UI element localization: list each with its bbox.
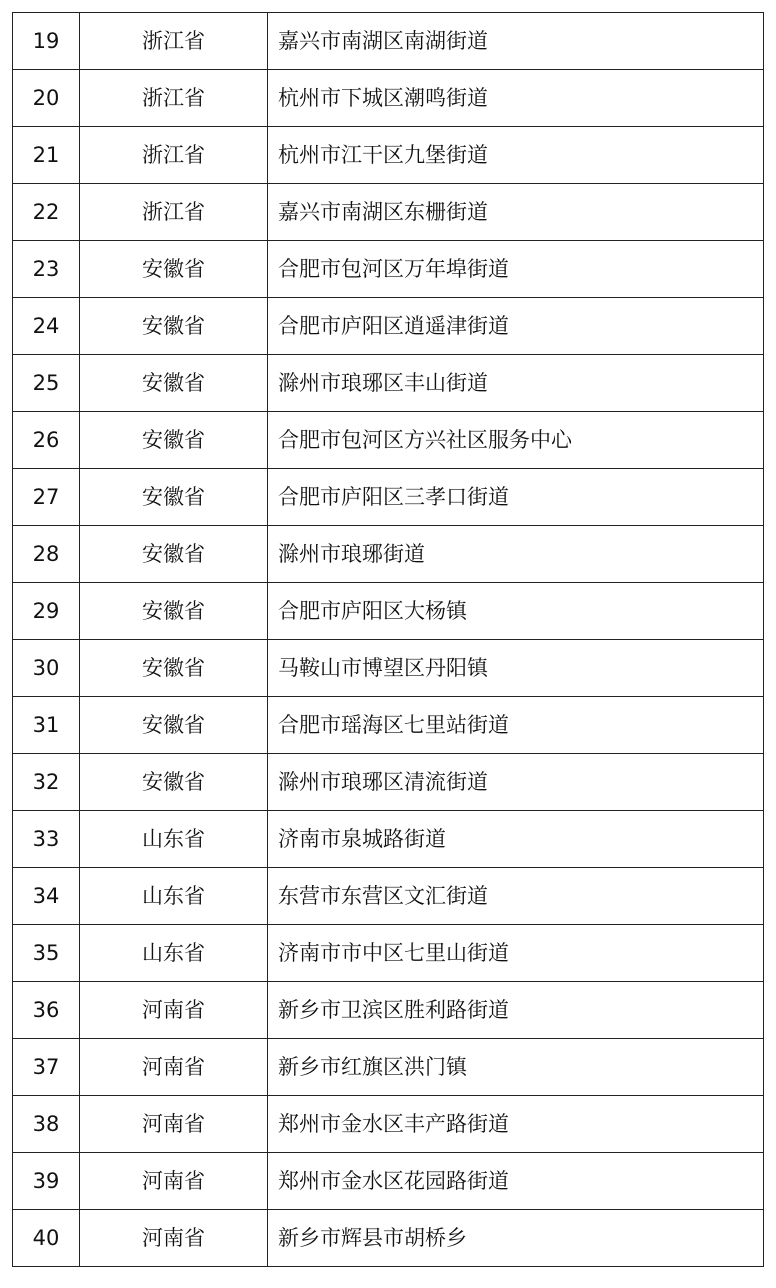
street-cell: 新乡市辉县市胡桥乡 <box>268 1210 764 1267</box>
row-number-cell: 33 <box>13 811 80 868</box>
table-row <box>13 355 764 412</box>
street-cell: 东营市东营区文汇街道 <box>268 868 764 925</box>
province-cell: 安徽省 <box>80 640 268 697</box>
row-number-cell: 29 <box>13 583 80 640</box>
province-cell: 河南省 <box>80 1153 268 1210</box>
table-row <box>13 640 764 697</box>
street-cell: 合肥市庐阳区三孝口街道 <box>268 469 764 526</box>
row-number-cell: 23 <box>13 241 80 298</box>
street-cell: 滁州市琅琊街道 <box>268 526 764 583</box>
table-row <box>13 1153 764 1210</box>
street-cell: 合肥市包河区方兴社区服务中心 <box>268 412 764 469</box>
street-cell: 济南市市中区七里山街道 <box>268 925 764 982</box>
row-number-cell: 32 <box>13 754 80 811</box>
table-row <box>13 1039 764 1096</box>
row-number-cell: 28 <box>13 526 80 583</box>
row-number-cell: 25 <box>13 355 80 412</box>
row-number-cell: 34 <box>13 868 80 925</box>
province-cell: 浙江省 <box>80 184 268 241</box>
street-list-table-container <box>12 12 763 1267</box>
row-number-cell: 39 <box>13 1153 80 1210</box>
street-cell: 杭州市下城区潮鸣街道 <box>268 70 764 127</box>
street-cell: 嘉兴市南湖区南湖街道 <box>268 13 764 70</box>
row-number-cell: 19 <box>13 13 80 70</box>
street-cell: 郑州市金水区丰产路街道 <box>268 1096 764 1153</box>
province-cell: 安徽省 <box>80 583 268 640</box>
table-row <box>13 184 764 241</box>
street-cell: 马鞍山市博望区丹阳镇 <box>268 640 764 697</box>
street-cell: 合肥市包河区万年埠街道 <box>268 241 764 298</box>
province-cell: 安徽省 <box>80 469 268 526</box>
province-cell: 山东省 <box>80 925 268 982</box>
province-cell: 河南省 <box>80 1039 268 1096</box>
row-number-cell: 37 <box>13 1039 80 1096</box>
table-row <box>13 127 764 184</box>
row-number-cell: 30 <box>13 640 80 697</box>
province-cell: 安徽省 <box>80 526 268 583</box>
street-cell: 合肥市瑶海区七里站街道 <box>268 697 764 754</box>
province-cell: 浙江省 <box>80 13 268 70</box>
street-cell: 合肥市庐阳区逍遥津街道 <box>268 298 764 355</box>
table-row <box>13 526 764 583</box>
table-row <box>13 697 764 754</box>
street-cell: 郑州市金水区花园路街道 <box>268 1153 764 1210</box>
row-number-cell: 26 <box>13 412 80 469</box>
street-cell: 滁州市琅琊区丰山街道 <box>268 355 764 412</box>
table-row <box>13 583 764 640</box>
province-cell: 浙江省 <box>80 127 268 184</box>
province-cell: 安徽省 <box>80 241 268 298</box>
province-cell: 山东省 <box>80 868 268 925</box>
province-cell: 河南省 <box>80 1096 268 1153</box>
row-number-cell: 22 <box>13 184 80 241</box>
table-row <box>13 1210 764 1267</box>
table-row <box>13 1096 764 1153</box>
row-number-cell: 21 <box>13 127 80 184</box>
table-row <box>13 754 764 811</box>
street-cell: 合肥市庐阳区大杨镇 <box>268 583 764 640</box>
province-cell: 山东省 <box>80 811 268 868</box>
street-cell: 新乡市红旗区洪门镇 <box>268 1039 764 1096</box>
table-row <box>13 70 764 127</box>
table-row <box>13 925 764 982</box>
street-list-table <box>12 12 764 1267</box>
province-cell: 安徽省 <box>80 754 268 811</box>
province-cell: 河南省 <box>80 982 268 1039</box>
province-cell: 河南省 <box>80 1210 268 1267</box>
province-cell: 安徽省 <box>80 697 268 754</box>
row-number-cell: 38 <box>13 1096 80 1153</box>
street-cell: 杭州市江干区九堡街道 <box>268 127 764 184</box>
row-number-cell: 20 <box>13 70 80 127</box>
table-body <box>13 13 764 1267</box>
table-row <box>13 868 764 925</box>
row-number-cell: 24 <box>13 298 80 355</box>
table-row <box>13 982 764 1039</box>
row-number-cell: 35 <box>13 925 80 982</box>
province-cell: 浙江省 <box>80 70 268 127</box>
table-row <box>13 811 764 868</box>
table-row <box>13 469 764 526</box>
street-cell: 滁州市琅琊区清流街道 <box>268 754 764 811</box>
province-cell: 安徽省 <box>80 355 268 412</box>
table-row <box>13 241 764 298</box>
row-number-cell: 31 <box>13 697 80 754</box>
province-cell: 安徽省 <box>80 298 268 355</box>
table-row <box>13 412 764 469</box>
table-row <box>13 298 764 355</box>
row-number-cell: 36 <box>13 982 80 1039</box>
table-row <box>13 13 764 70</box>
street-cell: 新乡市卫滨区胜利路街道 <box>268 982 764 1039</box>
row-number-cell: 40 <box>13 1210 80 1267</box>
street-cell: 嘉兴市南湖区东栅街道 <box>268 184 764 241</box>
row-number-cell: 27 <box>13 469 80 526</box>
street-cell: 济南市泉城路街道 <box>268 811 764 868</box>
province-cell: 安徽省 <box>80 412 268 469</box>
